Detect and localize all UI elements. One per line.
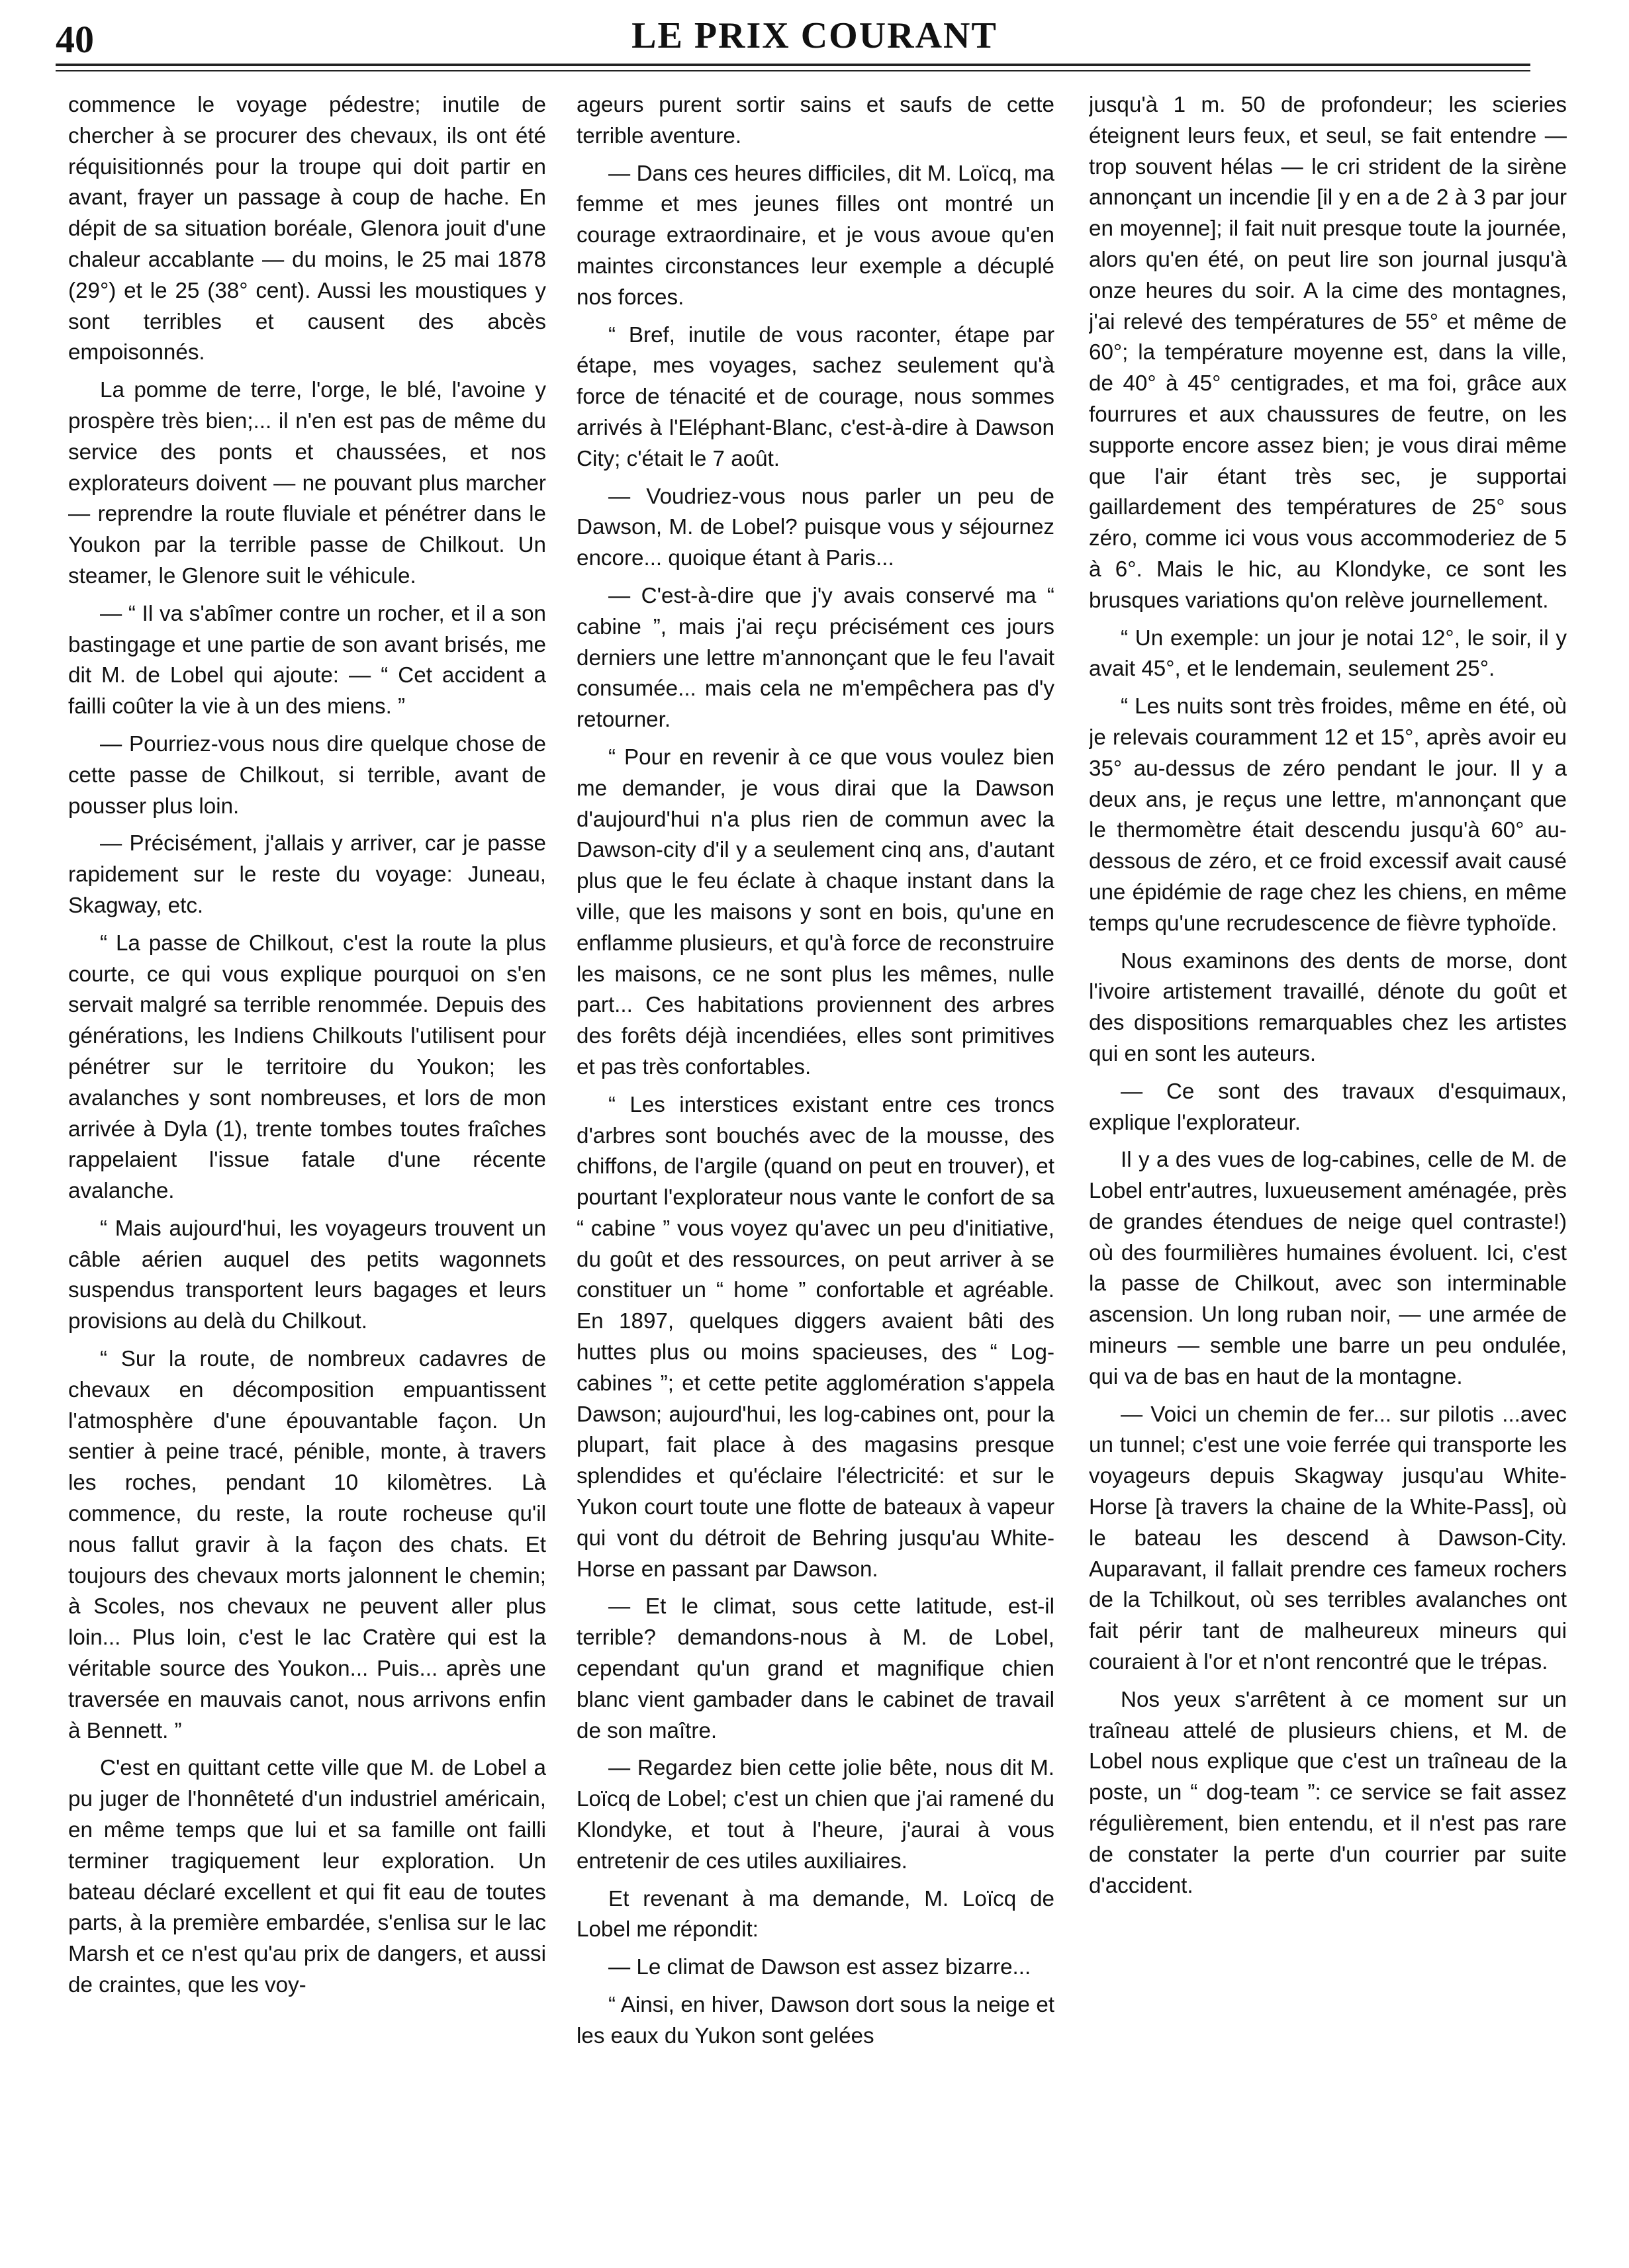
- paragraph: — Pourriez-vous nous dire quelque chose de cette passe de Chilkout, si terrible, avant de pousser plus loin.: [68, 731, 546, 819]
- text-column-3: [1089, 90, 1567, 2247]
- paragraph: Nos yeux s'arrêtent à ce moment sur un traîneau attelé de plusieurs chiens, et M. de Lobel nous explique que c'est un traîneau de la poste, un “ dog-team ”: ce service se fait assez régulièrement, bien entendu, et il n'est pas rare de constater la perte d'un courrier par suite d'accident.: [1089, 1687, 1567, 1898]
- paragraph: “ Les interstices existant entre ces troncs d'arbres sont bouchés avec de la mousse, des chiffons, de l'argile (quand on peut en trouver), et pourtant l'explorateur nous vante le confort de sa “ cabine ” vous voyez qu'avec un peu d'initiative, du goût et des ressources, on peut arriver à se constituer un “ home ” confortable et agréable. En 1897, quelques diggers avaient bâti des huttes plus ou moins spacieuses, des “ Log-cabines ”; et cette petite agglomération s'appela Dawson; aujourd'hui, les log-cabines ont, pour la plupart, fait place à des magasins presque splendides et qu'éclaire l'électricité: et sur le Yukon court toute une flotte de bateaux à vapeur qui vont du détroit de Behring jusqu'au White-Horse en passant par Dawson.: [577, 1092, 1054, 1582]
- paragraph: — Le climat de Dawson est assez bizarre...: [608, 1955, 1031, 1980]
- paragraph: — “ Il va s'abîmer contre un rocher, et il a son bastingage et une partie de son avant brisés, me dit M. de Lobel qui ajoute: — “ Cet accident a failli coûter la vie à un des miens. ”: [68, 601, 546, 719]
- paragraph: Il y a des vues de log-cabines, celle de M. de Lobel entr'autres, luxueusement aménagée, près de grandes étendues de neige quel contraste!) où des fourmilières humaines évoluent. Ici, c'est la passe de Chilkout, avec son interminable ascension. Un long ruban noir, — une armée de mineurs — semble une barre un peu ondulée, qui va de bas en haut de la montagne.: [1089, 1148, 1567, 1389]
- paragraph: La pomme de terre, l'orge, le blé, l'avoine y prospère très bien;... il n'en est pas de même du service des ponts et chaussées, et nos explorateurs doivent — ne pouvant plus marcher — reprendre la route fluviale et pénétrer dans le Youkon par la terrible passe de Chilkout. Un steamer, le Glenore suit le véhicule.: [68, 378, 546, 588]
- paragraph: “ Ainsi, en hiver, Dawson dort sous la neige et les eaux du Yukon sont gelées: [577, 1993, 1054, 2048]
- paragraph: commence le voyage pédestre; inutile de chercher à se procurer des chevaux, ils ont été réquisitionnés pour la troupe qui doit partir en avant, frayer un passage à coup de hache. En dépit de sa situation boréale, Glenora jouit d'une chaleur accablante — du moins, le 25 mai 1878 (29°) et le 25 (38° cent). Aussi les moustiques y sont terribles et causent des abcès empoisonnés.: [68, 93, 546, 365]
- paragraph: ageurs purent sortir sains et saufs de cette terrible aventure.: [577, 93, 1054, 148]
- text-column-1: [68, 90, 546, 2247]
- masthead-title: LE PRIX COURANT: [631, 15, 998, 56]
- paragraph: — Dans ces heures difficiles, dit M. Loïcq, ma femme et mes jeunes filles ont montré un courage extraordinaire, et je vous avoue qu'en maintes circonstances leur exemple a décuplé nos forces.: [577, 161, 1054, 310]
- paragraph: jusqu'à 1 m. 50 de profondeur; les scieries éteignent leurs feux, et seul, se fait entendre — trop souvent hélas — le cri strident de la sirène annonçant un incendie [il y en a de 2 à 3 par jour en moyenne]; il fait nuit presque toute la journée, alors qu'en été, on peut lire son journal jusqu'à onze heures du soir. A la cime des montagnes, j'ai relevé des températures de 55° et même de 60°; la température moyenne est, dans la ville, de 40° à 45° centigrades, et ma foi, grâce aux fourrures et aux chaussures de feutre, on les supporte encore assez bien; je vous dirai même que l'air étant très sec, je supportai gaillardement des températures de 25° sous zéro, comme ici vous vous accommoderiez de 5 à 6°. Mais le hic, au Klondyke, ce sont les brusques variations qu'on relève journellement.: [1089, 93, 1567, 613]
- header-rule-thin: [56, 70, 1530, 71]
- page-number: 40: [56, 18, 94, 61]
- paragraph: — C'est-à-dire que j'y avais conservé ma “ cabine ”, mais j'ai reçu précisément ces jours derniers une lettre m'annonçant que le feu l'avait consumée... mais cela ne m'empêchera pas d'y retourner.: [577, 583, 1054, 733]
- paragraph: — Voici un chemin de fer... sur pilotis ...avec un tunnel; c'est une voie ferrée qui transporte les voyageurs depuis Skagway jusqu'au White-Horse [à travers la chaine de la White-Pass], où le bateau les descend à Dawson-City. Auparavant, il fallait prendre ces fameux rochers de la Tchilkout, où ses terribles avalanches ont fait périr tant de malheureux mineurs qui couraient à l'or et n'ont rencontré que le trépas.: [1089, 1402, 1567, 1675]
- paragraph: “ La passe de Chilkout, c'est la route la plus courte, ce qui vous explique pourquoi on s'en servait malgré sa terrible renommée. Depuis des générations, les Indiens Chilkouts l'utilisent pour pénétrer sur le territoire du Youkon; les avalanches y sont nombreuses, et lors de mon arrivée à Dyla (1), trente tombes toutes fraîches rappelaient l'issue fatale d'une récente avalanche.: [68, 930, 546, 1204]
- paragraph: — Voudriez-vous nous parler un peu de Dawson, M. de Lobel? puisque vous y séjournez encore... quoique étant à Paris...: [577, 484, 1054, 571]
- paragraph: — Précisément, j'allais y arriver, car je passe rapidement sur le reste du voyage: Juneau, Skagway, etc.: [68, 831, 546, 918]
- paragraph: “ Les nuits sont très froides, même en été, où je relevais couramment 12 et 15°, après avoir eu 35° au-dessus de zéro pendant le jour. Il y a deux ans, je reçus une lettre, m'annonçant que le thermomètre était descendu jusqu'à 60° au-dessous de zéro, et ce froid excessif avait causé une épidémie de rage chez les chiens, en même temps qu'une recrudescence de fièvre typhoïde.: [1089, 694, 1567, 936]
- paragraph: “ Sur la route, de nombreux cadavres de chevaux en décomposition empuantissent l'atmosphère d'une épouvantable façon. Un sentier à peine tracé, pénible, monte, à travers les roches, pendant 10 kilomètres. Là commence, du reste, la route rocheuse qu'il nous fallut gravir à la façon des chats. Et toujours des chevaux morts jalonnent le chemin; à Scoles, nos chevaux ne peuvent aller plus loin... Plus loin, c'est le lac Cratère qui est la véritable source des Youkon... Puis... après une traversée en mauvais canot, nous arrivons enfin à Bennett. ”: [68, 1347, 546, 1743]
- paragraph: “ Bref, inutile de vous raconter, étape par étape, mes voyages, sachez seulement qu'à force de ténacité et de courage, nous sommes arrivés à l'Eléphant-Blanc, c'est-à-dire à Dawson City; c'était le 7 août.: [577, 322, 1054, 471]
- paragraph: — Et le climat, sous cette latitude, est-il terrible? demandons-nous à M. de Lobel, cependant qu'un grand et magnifique chien blanc vient gambader dans le cabinet de travail de son maître.: [577, 1594, 1054, 1743]
- text-column-2: [577, 90, 1054, 2247]
- paragraph: “ Un exemple: un jour je notai 12°, le soir, il y avait 45°, et le lendemain, seulement 25°.: [1089, 625, 1567, 682]
- paragraph: C'est en quittant cette ville que M. de Lobel a pu juger de l'honnêteté d'un industriel américain, en même temps que lui et sa famille ont failli terminer tragiquement leur exploration. Un bateau déclaré excellent et qui fit eau de toutes parts, à la première embardée, s'enlisa sur le lac Marsh et ce n'est qu'au prix de dangers, et aussi de craintes, que les voy-: [68, 1756, 546, 1998]
- paragraph: “ Mais aujourd'hui, les voyageurs trouvent un câble aérien auquel des petits wagonnets suspendus transportent leurs bagages et leurs provisions au delà du Chilkout.: [68, 1216, 546, 1334]
- paragraph: Nous examinons des dents de morse, dont l'ivoire artistement travaillé, dénote du goût et des dispositions remarquables chez les artistes qui en sont les auteurs.: [1089, 948, 1567, 1066]
- paragraph: Et revenant à ma demande, M. Loïcq de Lobel me répondit:: [577, 1886, 1054, 1942]
- paragraph: — Regardez bien cette jolie bête, nous dit M. Loïcq de Lobel; c'est un chien que j'ai ramené du Klondyke, et tout à l'heure, j'aurai à vous entretenir de ces utiles auxiliaires.: [577, 1756, 1054, 1874]
- header-rule-thick: [56, 64, 1530, 66]
- paragraph: — Ce sont des travaux d'esquimaux, explique l'explorateur.: [1089, 1079, 1567, 1135]
- paragraph: “ Pour en revenir à ce que vous voulez bien me demander, je vous dirai que la Dawson d'aujourd'hui n'a plus rien de commun avec la Dawson-city d'il y a seulement cinq ans, d'autant plus que le feu éclate à chaque instant dans la ville, que les maisons y sont en bois, qu'une en enflamme plusieurs, et qu'à force de reconstruire les maisons, ce ne sont plus les mêmes, nulle part... Ces habitations proviennent des arbres des forêts déjà incendiées, elles sont primitives et pas très confortables.: [577, 745, 1054, 1079]
